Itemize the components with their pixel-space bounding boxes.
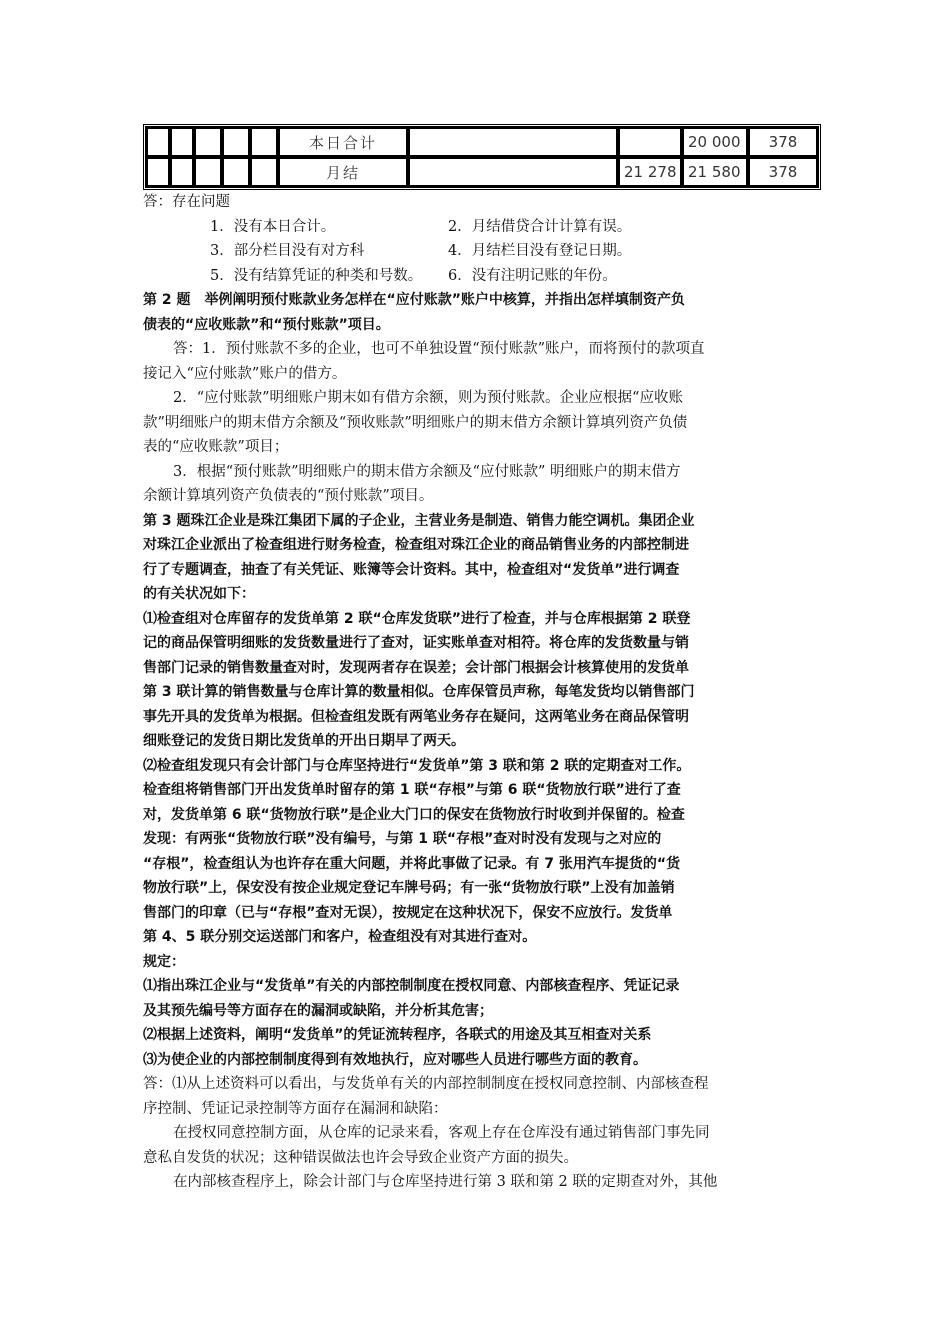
answer-1-item: 6．没有注明记账的年份。 [448, 267, 617, 284]
question-2-answer-line: 款”明细账户的期末借方余额及“预收账款”明细账户的期末借方余额计算填列资产负债 [143, 414, 688, 431]
question-2 [143, 288, 813, 509]
question-3-line: 对珠江企业派出了检查组进行财务检查，检查组对珠江企业的商品销售业务的内部控制进 [143, 537, 689, 553]
question-2-title: 债表的“应收账款”和“预付账款”项目。 [143, 316, 390, 333]
ledger-cell-date [146, 127, 170, 157]
ledger-cell-credit: 21 580 [682, 157, 748, 187]
question-3-answer-line: 答：⑴从上述资料可以看出，与发货单有关的内部控制制度在授权同意控制、内部核查程 [143, 1076, 709, 1092]
question-3-line: 第 4、5 联分别交运送部门和客户，检查组没有对其进行查对。 [143, 929, 537, 945]
question-3-answer-line: 在内部核查程序上，除会计部门与仓库坚持进行第 3 联和第 2 联的定期查对外，其他 [173, 1174, 718, 1190]
question-3-line: 物放行联”上，保安没有按企业规定登记车牌号码；有一张“货物放行联”上没有加盖销 [143, 880, 675, 896]
ledger-cell-account [408, 157, 618, 187]
question-3-line: “存根”，检查组认为也许存在重大问题，并将此事做了记录。有 7 张用汽车提货的“货 [143, 855, 681, 872]
ledger-row [146, 157, 818, 187]
answer-1 [143, 190, 813, 288]
question-3-line: 第 3 题珠江企业是珠江集团下属的子企业，主营业务是制造、销售力能空调机。集团企业 [143, 512, 695, 529]
ledger-cell-account [408, 127, 618, 157]
question-3-line: 的有关状况如下： [143, 586, 255, 602]
ledger-cell-date [146, 157, 170, 187]
question-3-line: ⑶为使企业的内部控制制度得到有效地执行，应对哪些人员进行哪些方面的教育。 [143, 1051, 647, 1068]
ledger-cell-debit: 21 278 [618, 157, 682, 187]
ledger-cell-balance: 378 [748, 127, 818, 157]
ledger-cell-voucher [194, 157, 222, 187]
question-2-title: 第 2 题 举例阐明预付账款业务怎样在“应付账款”账户中核算，并指出怎样填制资产负 [143, 292, 685, 308]
answer-1-head: 答：存在问题 [143, 194, 230, 210]
question-3-line: 售部门的印章（已与“存根”查对无误），按规定在这种状况下，保安不应放行。发货单 [143, 904, 673, 921]
question-3-line: 发现：有两张“货物放行联”没有编号，与第 1 联“存根”查对时没有发现与之对应的 [143, 831, 662, 847]
question-3 [143, 509, 813, 1195]
ledger-cell-summary: 本日合计 [278, 127, 408, 157]
ledger-cell-voucher [250, 157, 278, 187]
answer-1-item: 2．月结借贷合计计算有误。 [448, 218, 632, 235]
question-3-line: 及其预先编号等方面存在的漏洞或缺陷，并分析其危害； [143, 1002, 493, 1019]
question-3-answer-line: 在授权同意控制方面，从仓库的记录来看，客观上存在仓库没有通过销售部门事先同 [173, 1125, 710, 1141]
ledger-cell-debit [618, 127, 682, 157]
ledger-cell-voucher [250, 127, 278, 157]
ledger-cell-credit: 20 000 [682, 127, 748, 157]
question-3-line: ⑵检查组发现只有会计部门与仓库坚持进行“发货单”第 3 联和第 2 联的定期查对工作。 [143, 757, 691, 774]
question-3-line: 检查组将销售部门开出发货单时留存的第 1 联“存根”与第 6 联“货物放行联”进行了查 [143, 782, 681, 798]
question-3-line: 记的商品保管明细账的发货数量进行了查对，证实账单查对相符。将仓库的发货数量与销 [143, 635, 689, 651]
question-2-answer-line: 2．“应付账款”明细账户期末如有借方余额，则为预付账款。企业应根据“应收账 [173, 390, 683, 406]
ledger-row [146, 127, 818, 157]
answer-1-item-row [143, 264, 813, 289]
question-2-answer-line: 答：1．预付账款不多的企业，也可不单独设置“预付账款”账户，而将预付的款项直 [173, 341, 705, 357]
question-3-line: 售部门记录的销售数量查对时，发现两者存在误差；会计部门根据会计核算使用的发货单 [143, 659, 689, 676]
answer-1-item: 4．月结栏目没有登记日期。 [448, 243, 632, 259]
answer-1-item-row [143, 215, 813, 240]
question-3-line: ⑴检查组对仓库留存的发货单第 2 联“仓库发货联”进行了检查，并与仓库根据第 2 联登 [143, 610, 691, 627]
question-3-line: 事先开具的发货单为根据。但检查组发既有两笔业务存在疑问，这两笔业务在商品保管明 [143, 708, 689, 725]
answer-1-item: 1．没有本日合计。 [210, 218, 336, 235]
question-3-line: 细账登记的发货日期比发货单的开出日期早了两天。 [143, 733, 465, 749]
ledger-cell-date [170, 157, 194, 187]
question-3-answer-line: 意私自发货的状况；这种错误做法也许会导致企业资产方面的损失。 [143, 1149, 578, 1166]
ledger-cell-date [170, 127, 194, 157]
ledger-cell-voucher [222, 157, 250, 187]
document-page [143, 124, 813, 1195]
question-3-line: ⑴指出珠江企业与“发货单”有关的内部控制制度在授权同意、内部核查程序、凭证记录 [143, 978, 680, 994]
ledger-cell-balance: 378 [748, 157, 818, 187]
answer-1-item-row [143, 239, 813, 264]
question-2-answer-line: 余额计算填列资产负债表的“预付账款”项目。 [143, 488, 434, 504]
question-2-answer-line: 接记入“应付账款”账户的借方。 [143, 365, 347, 382]
answer-1-item: 3．部分栏目没有对方科 [210, 243, 365, 259]
question-2-answer-line: 表的“应收账款”项目； [143, 439, 289, 455]
ledger-cell-voucher [222, 127, 250, 157]
ledger-cell-voucher [194, 127, 222, 157]
ledger-cell-summary: 月结 [278, 157, 408, 187]
question-3-line: 规定： [143, 953, 185, 970]
ledger-table [143, 124, 821, 190]
question-3-line: 第 3 联计算的销售数量与仓库计算的数量相似。仓库保管员声称，每笔发货均以销售部门 [143, 684, 695, 700]
question-3-line: 行了专题调查，抽查了有关凭证、账簿等会计资料。其中，检查组对“发货单”进行调查 [143, 561, 680, 578]
answer-1-item: 5．没有结算凭证的种类和号数。 [210, 267, 423, 284]
question-3-answer-line: 序控制、凭证记录控制等方面存在漏洞和缺陷： [143, 1100, 448, 1117]
question-3-line: ⑵根据上述资料，阐明“发货单”的凭证流转程序，各联式的用途及其互相查对关系 [143, 1027, 652, 1043]
question-3-line: 对，发货单第 6 联“货物放行联”是企业大门口的保安在货物放行时收到并保留的。检查 [143, 806, 685, 823]
question-2-answer-line: 3．根据“预付账款”明细账户的期末借方余额及“应付账款” 明细账户的期末借方 [173, 463, 681, 480]
